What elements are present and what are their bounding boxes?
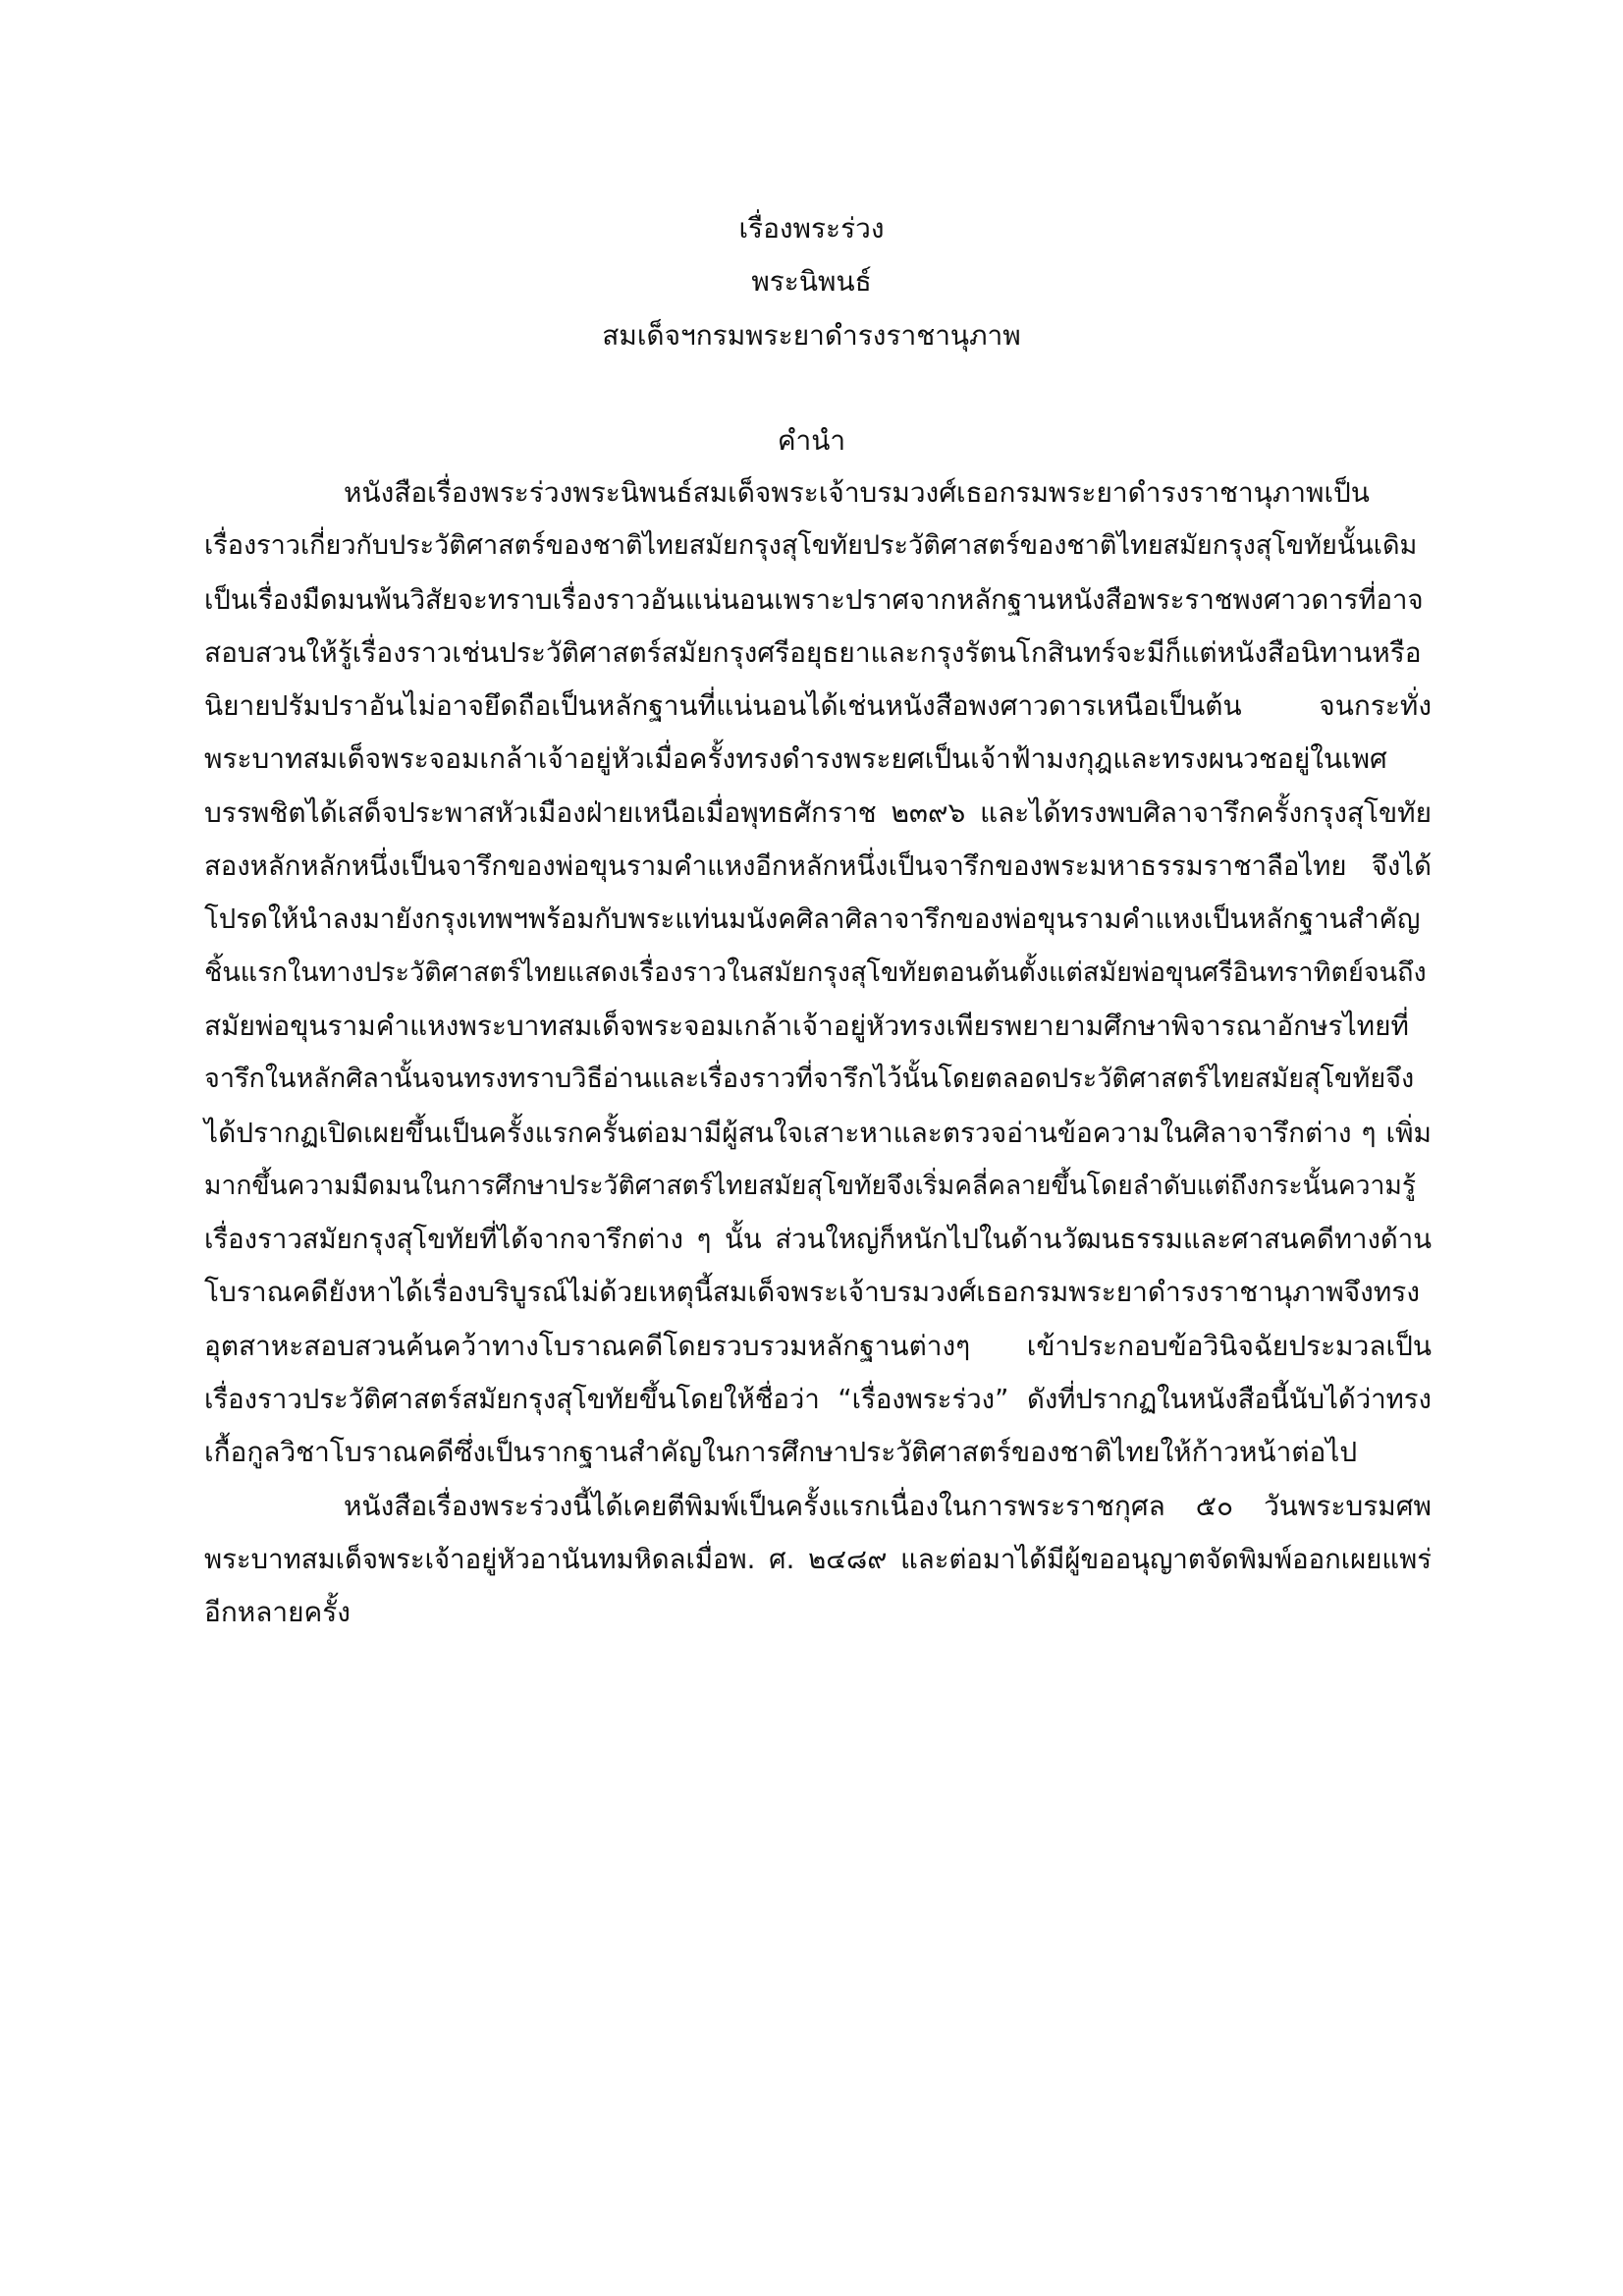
paragraph-line: สองหลักหลักหนึ่งเป็นจารึกของพ่อขุนรามคำแหงอีกหลักหนึ่งเป็นจารึกของพระมหาธรรมราชาลือไทย จึงได้: [204, 850, 1432, 882]
paragraph-line: บรรพชิตได้เสด็จประพาสหัวเมืองฝ่ายเหนือเมื่อพุทธศักราช ๒๓๙๖ และได้ทรงพบศิลาจารึกครั้งกรุงสุโขทัย: [204, 796, 1432, 829]
paragraph-line: อีกหลายครั้ง: [204, 1596, 351, 1628]
paragraph-line: เรื่องราวสมัยกรุงสุโขทัยที่ได้จากจารึกต่าง ๆ นั้น ส่วนใหญ่ก็หนักไปในด้านวัฒนธรรมและศาสนคดีทางด้าน: [204, 1224, 1432, 1255]
paragraph-line: สอบสวนให้รู้เรื่องราวเช่นประวัติศาสตร์สมัยกรุงศรีอยุธยาและกรุงรัตนโกสินทร์จะมีก็แต่หนังสือนิทานหรือ: [204, 636, 1422, 669]
paragraph-line: เรื่องราวเกี่ยวกับประวัติศาสตร์ของชาติไทยสมัยกรุงสุโขทัยประวัติศาสตร์ของชาติไทยสมัยกรุงสุโขทัยนั้นเดิม: [204, 530, 1418, 561]
paragraph-line: หนังสือเรื่องพระร่วงนี้ได้เคยตีพิมพ์เป็นครั้งแรกเนื่องในการพระราชกุศล ๕๐ วันพระบรมศพ: [344, 1490, 1432, 1522]
paragraph-line: ชิ้นแรกในทางประวัติศาสตร์ไทยแสดงเรื่องราวในสมัยกรุงสุโขทัยตอนต้นตั้งแต่สมัยพ่อขุนศรีอินทราทิตย์จนถึง: [204, 957, 1427, 988]
paragraph-line: เป็นเรื่องมืดมนพ้นวิสัยจะทราบเรื่องราวอันแน่นอนเพราะปราศจากหลักฐานหนังสือพระราชพงศาวดารที่อาจ: [204, 584, 1424, 616]
paragraph-line: เกื้อกูลวิชาโบราณคดีซึ่งเป็นรากฐานสำคัญในการศึกษาประวัติศาสตร์ของชาติไทยให้ก้าวหน้าต่อไป: [204, 1436, 1358, 1468]
paragraph-line: มากขึ้นความมืดมนในการศึกษาประวัติศาสตร์ไทยสมัยสุโขทัยจึงเริ่มคลี่คลายขึ้นโดยลำดับแต่ถึงกระนั้นความรู้: [204, 1171, 1417, 1201]
document-title: เรื่องพระร่วง: [738, 212, 885, 245]
section-heading: คำนำ: [777, 424, 846, 457]
document-author: สมเด็จฯกรมพระยาดำรงราชานุภาพ: [602, 319, 1021, 352]
document-subtitle: พระนิพนธ์: [751, 265, 872, 298]
paragraph-line: จารึกในหลักศิลานั้นจนทรงทราบวิธีอ่านและเรื่องราวที่จารึกไว้นั้นโดยตลอดประวัติศาสตร์ไทยสมัยสุโขทัยจึง: [204, 1064, 1415, 1094]
paragraph-line: พระบาทสมเด็จพระจอมเกล้าเจ้าอยู่หัวเมื่อครั้งทรงดำรงพระยศเป็นเจ้าฟ้ามงกุฎและทรงผนวชอยู่ในเพศ: [204, 742, 1387, 775]
paragraph-line: โปรดให้นำลงมายังกรุงเทพฯพร้อมกับพระแท่นมนังคศิลาศิลาจารึกของพ่อขุนรามคำแหงเป็นหลักฐานสำคัญ: [204, 903, 1421, 935]
paragraph-line: สมัยพ่อขุนรามคำแหงพระบาทสมเด็จพระจอมเกล้าเจ้าอยู่หัวทรงเพียรพยายามศึกษาพิจารณาอักษรไทยที่: [204, 1010, 1409, 1042]
paragraph-line: เรื่องราวประวัติศาสตร์สมัยกรุงสุโขทัยขึ้นโดยให้ชื่อว่า “เรื่องพระร่วง” ดังที่ปรากฏในหนังสือนี้นับได้ว่าทรง: [204, 1384, 1432, 1415]
paragraph-line: พระบาทสมเด็จพระเจ้าอยู่หัวอานันทมหิดลเมื่อพ. ศ. ๒๔๘๙ และต่อมาได้มีผู้ขออนุญาตจัดพิมพ์ออกเผยแพร่: [204, 1544, 1432, 1575]
paragraph-line: โบราณคดียังหาได้เรื่องบริบูรณ์ไม่ด้วยเหตุนี้สมเด็จพระเจ้าบรมวงศ์เธอกรมพระยาดำรงราชานุภาพจึงทรง: [204, 1276, 1420, 1308]
paragraph-line: หนังสือเรื่องพระร่วงพระนิพนธ์สมเด็จพระเจ้าบรมวงศ์เธอกรมพระยาดำรงราชานุภาพเป็น: [344, 476, 1370, 509]
paragraph-line: อุตสาหะสอบสวนค้นคว้าทางโบราณคดีโดยรวบรวมหลักฐานต่างๆ เข้าประกอบข้อวินิจฉัยประมวลเป็น: [204, 1330, 1432, 1362]
paragraph-line: นิยายปรัมปราอันไม่อาจยึดถือเป็นหลักฐานที่แน่นอนได้เช่นหนังสือพงศาวดารเหนือเป็นต้น จนกระทั่ง: [204, 689, 1432, 722]
paragraph-line: ได้ปรากฏเปิดเผยขึ้นเป็นครั้งแรกครั้นต่อมามีผู้สนใจเสาะหาและตรวจอ่านข้อความในศิลาจารึกต่าง ๆ เพิ่ม: [204, 1117, 1432, 1149]
